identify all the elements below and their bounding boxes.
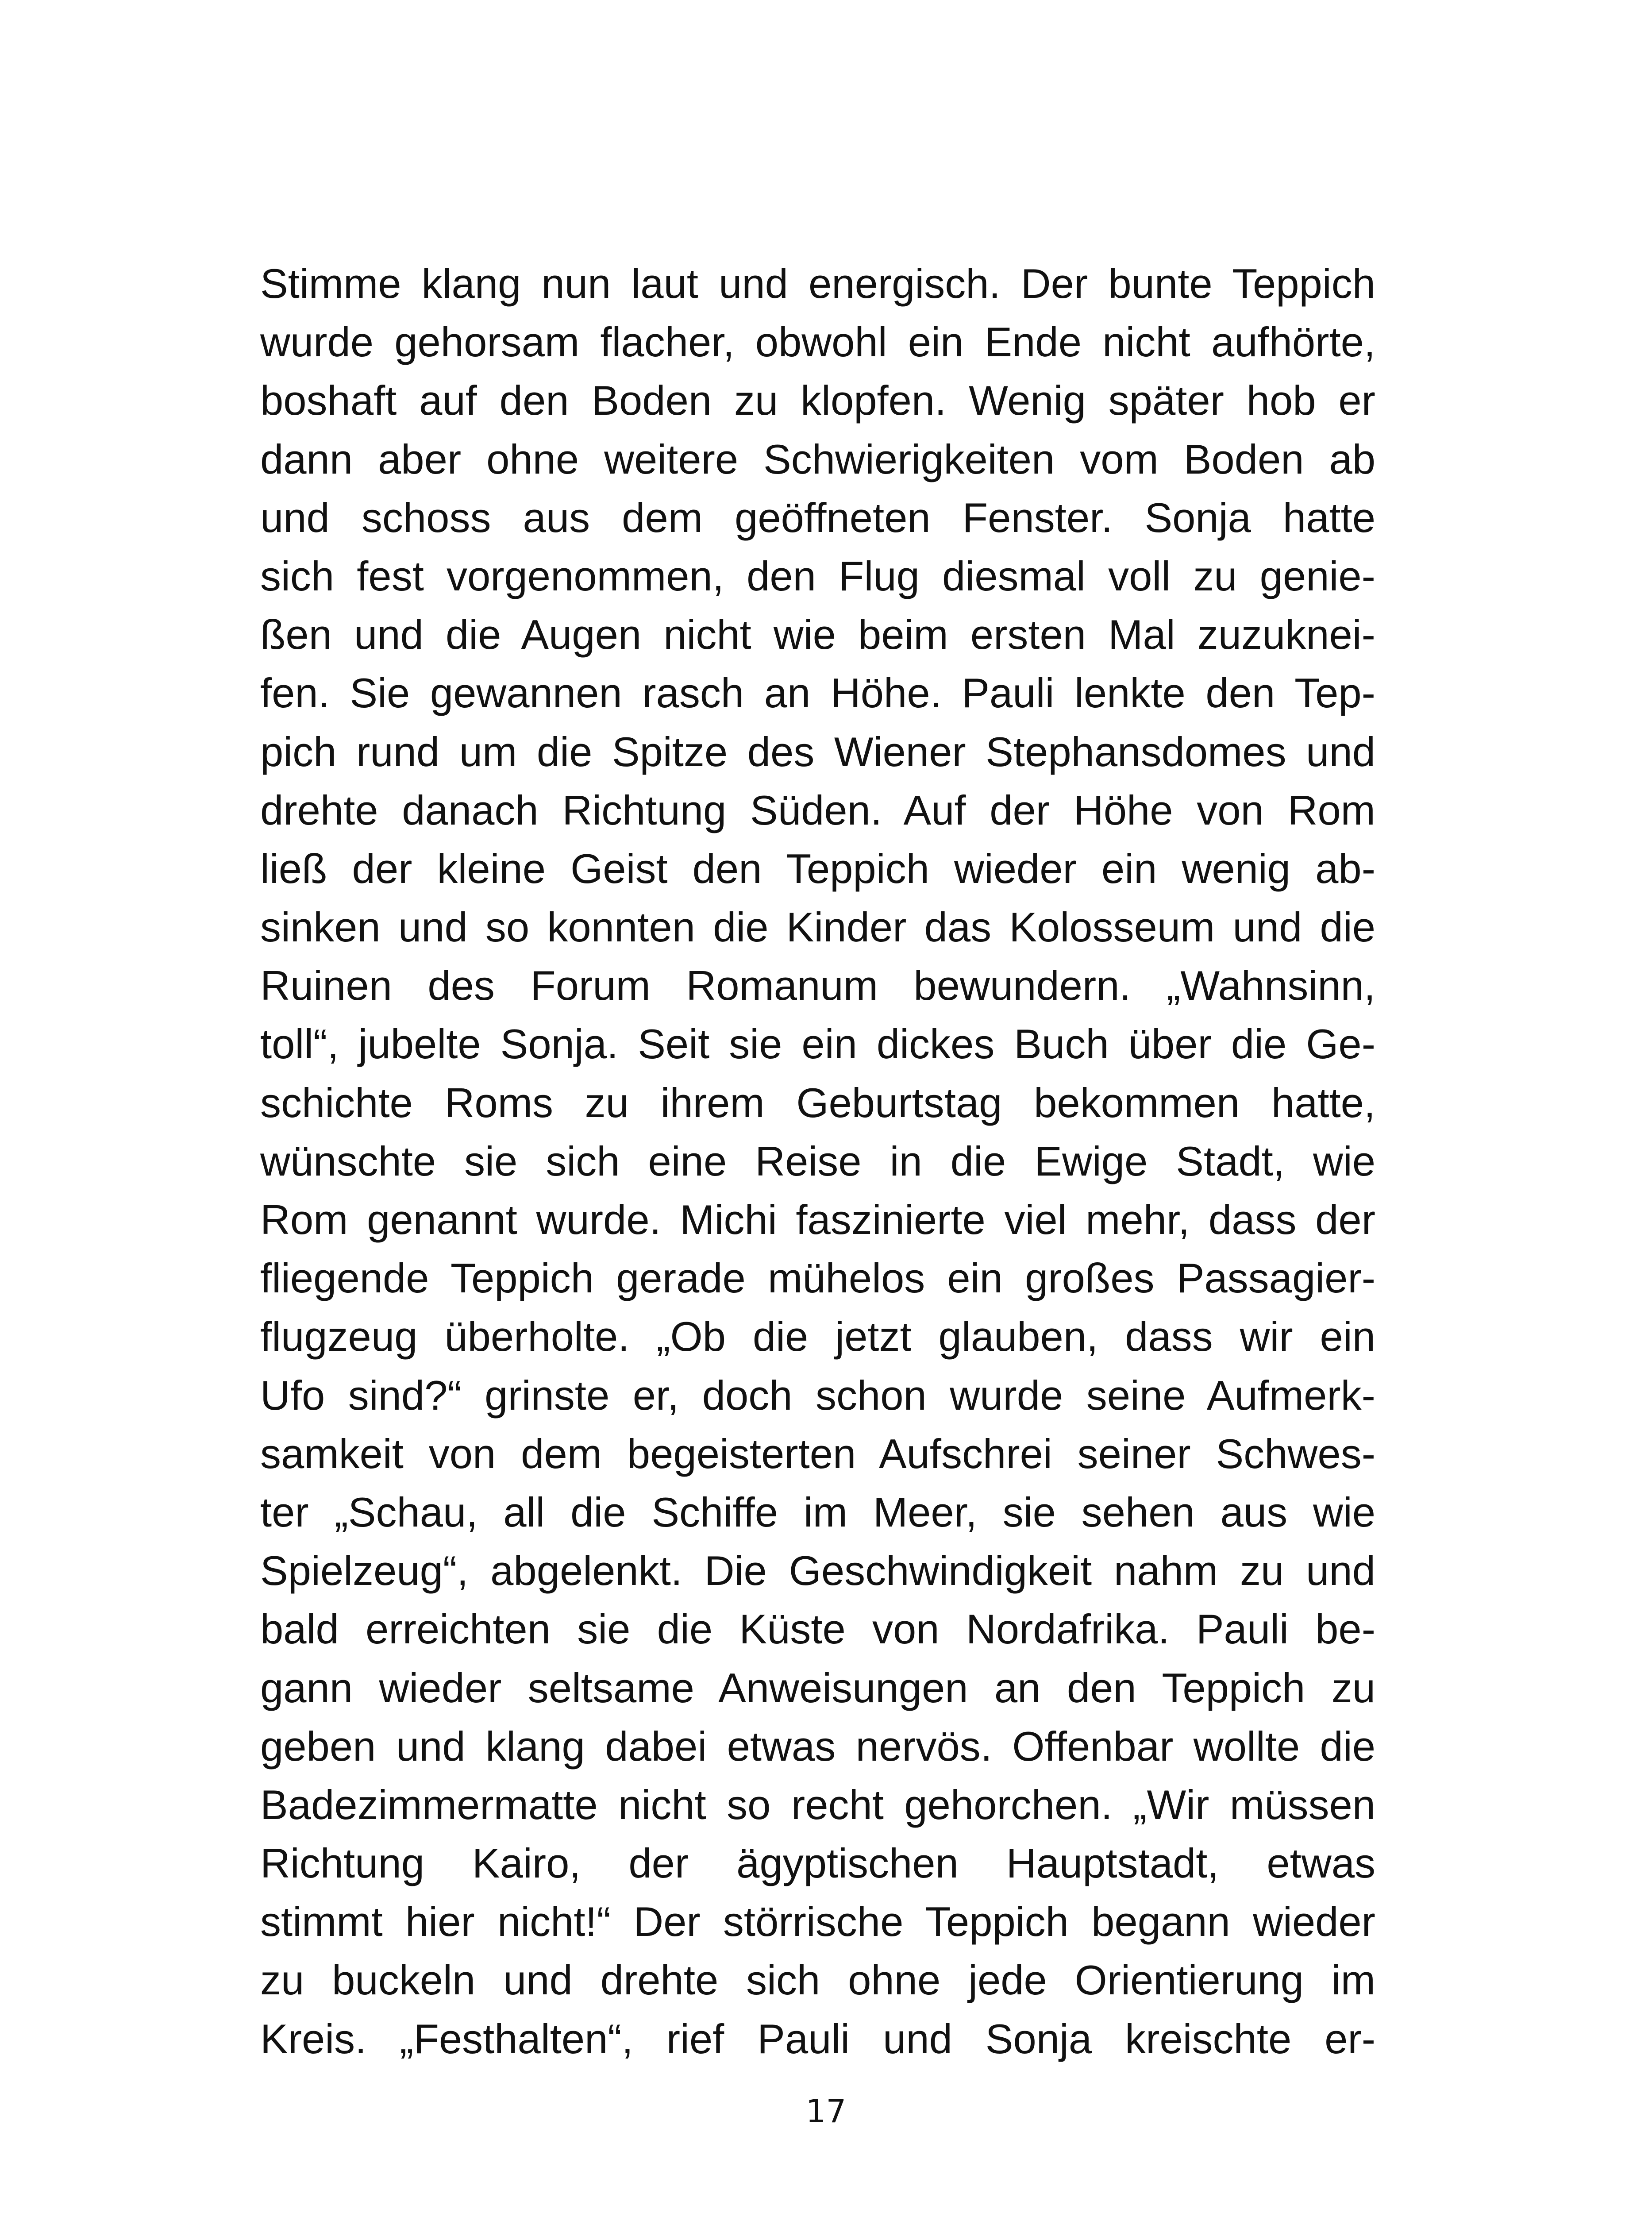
- text-line: Badezimmermatte nicht so recht gehorchen. „Wir müssen: [260, 1781, 1375, 1828]
- text-line: stimmt hier nicht!“ Der störrische Teppich begann wieder: [260, 1898, 1375, 1945]
- text-line: zu buckeln und drehte sich ohne jede Orientierung im: [260, 1957, 1375, 2004]
- text-line: flugzeug überholte. „Ob die jetzt glauben, dass wir ein: [260, 1313, 1375, 1360]
- text-line: Spielzeug“, abgelenkt. Die Geschwindigkeit nahm zu und: [260, 1547, 1375, 1594]
- text-line: drehte danach Richtung Süden. Auf der Höhe von Rom: [260, 787, 1375, 833]
- page-number: 17: [805, 2093, 847, 2130]
- text-line: sinken und so konnten die Kinder das Kolosseum und die: [260, 904, 1375, 951]
- text-line: sich fest vorgenommen, den Flug diesmal voll zu genie-: [260, 552, 1375, 599]
- text-line: pich rund um die Spitze des Wiener Stephansdomes und: [260, 728, 1375, 775]
- text-line: fliegende Teppich gerade mühelos ein großes Passagier-: [260, 1255, 1375, 1302]
- text-line: fen. Sie gewannen rasch an Höhe. Pauli lenkte den Tep-: [260, 670, 1375, 717]
- text-line: bald erreichten sie die Küste von Nordafrika. Pauli be-: [260, 1606, 1375, 1653]
- text-line: ter „Schau, all die Schiffe im Meer, sie sehen aus wie: [260, 1488, 1375, 1535]
- text-line: dann aber ohne weitere Schwierigkeiten vom Boden ab: [260, 436, 1375, 482]
- text-line: Kreis. „Festhalten“, rief Pauli und Sonja kreischte er-: [260, 2015, 1375, 2062]
- text-line: ßen und die Augen nicht wie beim ersten Mal zuzukneі-: [260, 611, 1375, 658]
- text-line: und schoss aus dem geöffneten Fenster. Sonja hatte: [260, 494, 1375, 541]
- text-line: Ufo sind?“ grinste er, doch schon wurde seine Aufmerk-: [260, 1372, 1375, 1419]
- text-line: Rom genannt wurde. Michi faszinierte viel mehr, dass der: [260, 1196, 1375, 1243]
- text-line: wurde gehorsam flacher, obwohl ein Ende nicht aufhörte,: [260, 319, 1375, 366]
- text-line: gann wieder seltsame Anweisungen an den Teppich zu: [260, 1664, 1375, 1711]
- text-line: schichte Roms zu ihrem Geburtstag bekommen hatte,: [260, 1079, 1375, 1126]
- text-line: toll“, jubelte Sonja. Seit sie ein dickes Buch über die Ge-: [260, 1021, 1375, 1068]
- text-line: Ruinen des Forum Romanum bewundern. „Wahnsinn,: [260, 962, 1375, 1009]
- text-line: samkeit von dem begeisterten Aufschrei seiner Schwes-: [260, 1430, 1375, 1477]
- text-line: ließ der kleine Geist den Teppich wieder ein wenig ab-: [260, 845, 1375, 892]
- text-line: Richtung Kairo, der ägyptischen Hauptstadt, etwas: [260, 1840, 1375, 1887]
- text-line: geben und klang dabei etwas nervös. Offenbar wollte die: [260, 1723, 1375, 1770]
- text-line: boshaft auf den Boden zu klopfen. Wenig später hob er: [260, 377, 1375, 424]
- text-line: Stimme klang nun laut und energisch. Der bunte Teppich: [260, 260, 1375, 307]
- text-line: wünschte sie sich eine Reise in die Ewige Stadt, wie: [260, 1137, 1375, 1184]
- body-text: [260, 254, 1375, 2068]
